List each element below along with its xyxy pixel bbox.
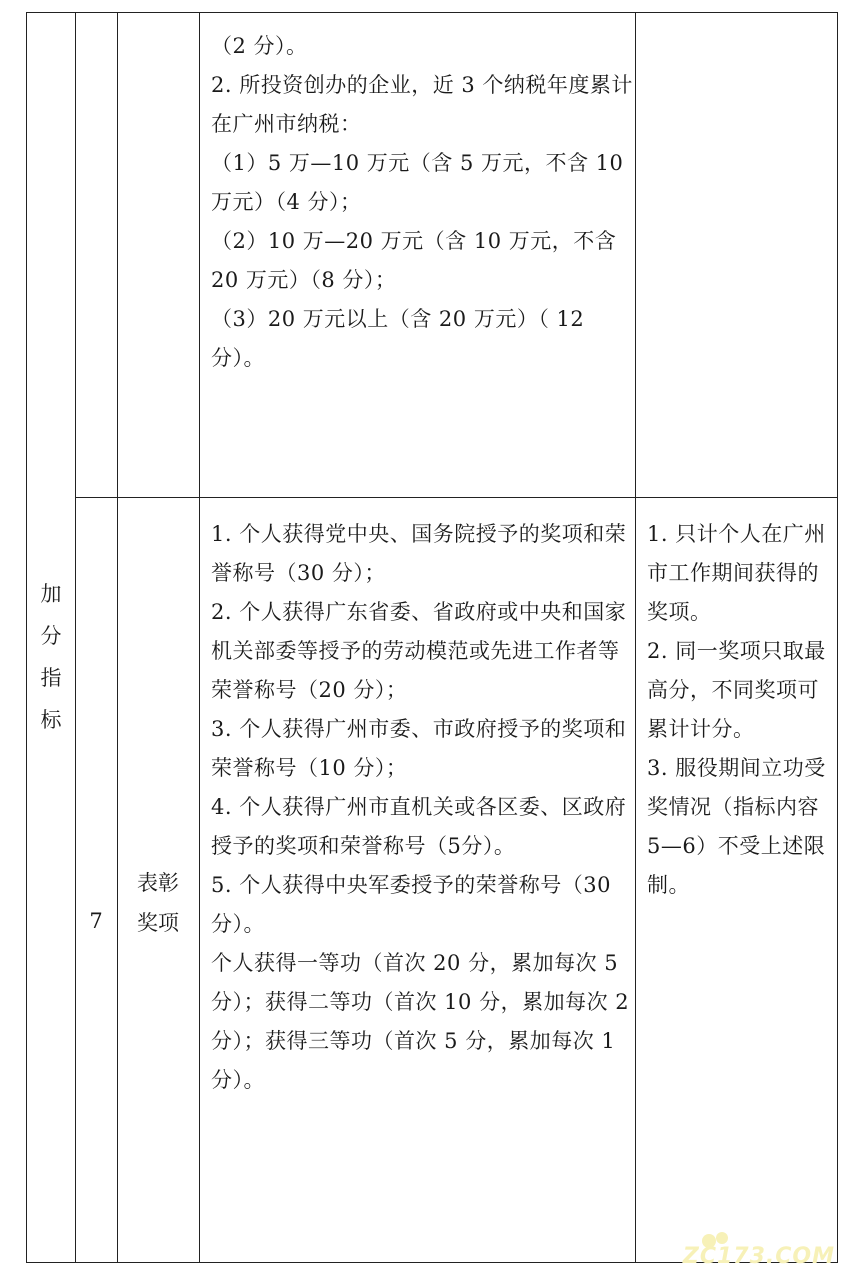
column-divider [117,13,118,1262]
item-name [117,863,199,943]
score-table [26,12,838,1263]
watermark: ZC173.COM [682,1244,835,1269]
item-number: 7 [89,909,103,933]
award-line: 4. 个人获得广州市直机关或各区委、区政府授予的奖项和荣誉称号（5分）。 [211,795,627,858]
column-divider [635,13,636,1262]
row-divider [75,497,837,498]
column-divider [199,13,200,1262]
award-line: 3. 个人获得广州市委、市政府授予的奖项和荣誉称号（10 分）； [211,717,627,780]
content-line: （1）5 万—10 万元（含 5 万元，不含 10 万元）（4 分）； [211,151,624,214]
category-label [27,573,75,741]
continued-content-cell [211,27,635,378]
award-line: 2. 个人获得广东省委、省政府或中央和国家机关部委等授予的劳动模范或先进工作者等荣誉称号（20 分）； [211,600,627,702]
note-line: 1. 只计个人在广州市工作期间获得的奖项。 [647,522,826,624]
note-line: 2. 同一奖项只取最高分，不同奖项可累计计分。 [647,639,826,741]
award-line: 个人获得一等功（首次 20 分，累加每次 5 分）；获得二等功（首次 10 分，累加每次 2 分）；获得三等功（首次 5 分，累加每次 1 分）。 [211,951,630,1092]
content-line: （2）10 万—20 万元（含 10 万元，不含 20 万元）（8 分）； [211,229,617,292]
item-name-line: 表彰 [137,871,179,895]
content-line: （3）20 万元以上（含 20 万元）（ 12 分）。 [211,307,585,370]
item-name-line: 奖项 [137,911,179,935]
award-line: 1. 个人获得党中央、国务院授予的奖项和荣誉称号（30 分）； [211,522,627,585]
award-content-cell [211,515,635,1100]
category-char: 分 [40,624,62,648]
note-line: 3. 服役期间立功受奖情况（指标内容 5—6）不受上述限制。 [647,756,826,897]
award-line: 5. 个人获得中央军委授予的荣誉称号（30 分）。 [211,873,611,936]
content-line: （2 分）。 [211,34,308,58]
category-char: 指 [40,666,62,690]
column-divider [75,13,76,1262]
award-notes-cell [647,515,829,905]
category-char: 加 [40,582,62,606]
content-line: 2. 所投资创办的企业，近 3 个纳税年度累计在广州市纳税： [211,73,633,136]
category-char: 标 [40,708,62,732]
